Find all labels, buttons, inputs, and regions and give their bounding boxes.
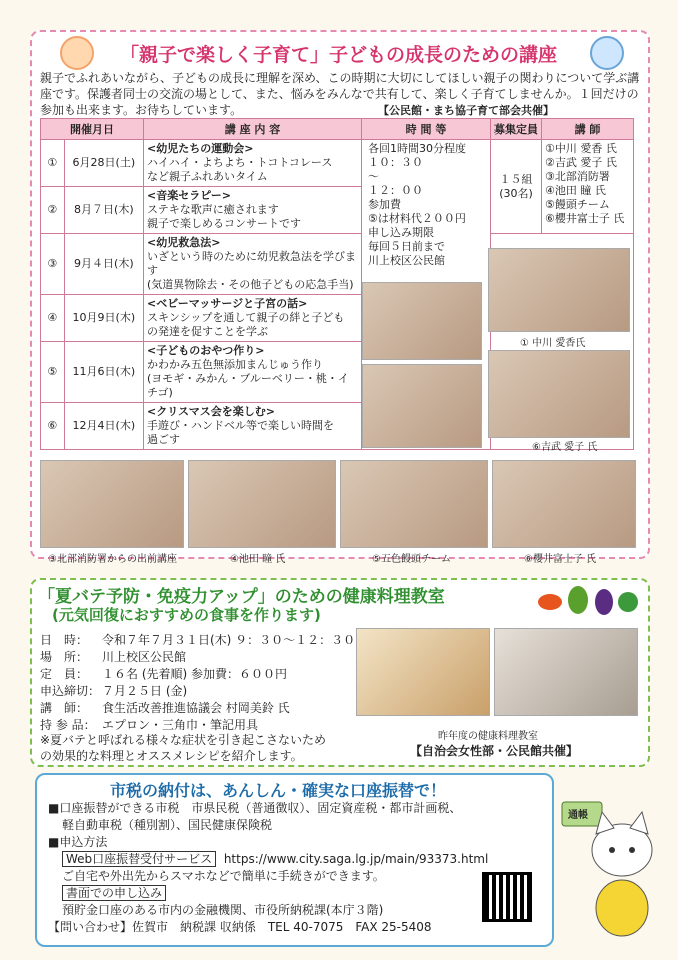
session-content xyxy=(144,295,362,342)
session-desc: スキンシップを通して親子の絆と子ども の発達を促すことを学ぶ xyxy=(147,311,345,338)
qr-code[interactable] xyxy=(482,872,532,922)
lecture-intro: 親子でふれあいながら、子どもの成長に理解を深め、この時期に大切にしてほしい親子の関わりについて学ぶ講座です。保護者同士の交流の場として、また、悩みをみんなで共有して、楽しく子育てしませんか。１回だけの参加も出来ます。お待ちしています。 xyxy=(40,71,640,117)
baby-icon xyxy=(60,36,94,70)
session-date: 9月４日(木) xyxy=(64,234,143,295)
session-desc: ハイハイ・よちよち・トコトコレース など親子ふれあいタイム xyxy=(147,156,333,183)
session-date: 10月9日(木) xyxy=(64,295,143,342)
session-date: 11月6日(木) xyxy=(64,342,143,403)
cooking-subtitle: (元気回復におすすめの食事を作ります) xyxy=(52,606,321,624)
session-date: 8月７日(木) xyxy=(64,187,143,234)
session-title: <クリスマス会を楽しむ> xyxy=(147,405,275,418)
fire-dept-photo xyxy=(40,460,184,548)
vegetables-icon xyxy=(530,580,640,620)
tax-title: 市税の納付は、あんしん・確実な口座振替で！ xyxy=(110,781,447,800)
instructor-list: ①中川 愛香 氏 ②吉武 愛子 氏 ③北部消防署 ④池田 瞳 氏 ⑤饅頭チーム ⑥櫻井富士子 氏 xyxy=(542,140,634,234)
cooking-note: ※夏バテと呼ばれる様々な症状を引き起こさないため の効果的な料理とオススメレシピを紹介します。 xyxy=(40,733,327,763)
time-info: 各回1時間30分程度 １０：３０ 〜 １２：００ 参加費 ⑤は材料代２００円 申し込み期限 毎回５日前まで 川上校区公民館 xyxy=(362,140,491,450)
session-desc: いざという時のために幼児救急法を学びます (気道異物除去・その他子どもの応急手当) xyxy=(147,250,356,291)
info-value: 食生活改善推進協議会 村岡美鈴 氏 xyxy=(102,701,290,715)
tax-line: ■口座振替ができる市税 市県民税（普通徴収）、固定資産税・都市計画税、 xyxy=(48,801,462,815)
session-content xyxy=(144,140,362,187)
sakurai-photo xyxy=(492,460,636,548)
caption: ⑥吉武 愛子 氏 xyxy=(532,442,598,453)
session-desc: 手遊び・ハンドベル等で楽しい時間を 過ごす xyxy=(147,419,334,446)
cooking-info xyxy=(40,632,355,734)
info-label: 場 所： xyxy=(40,650,89,664)
session-title: <幼児たちの運動会> xyxy=(147,142,254,155)
caption: ③北部消防署からの出前講座 xyxy=(48,554,177,565)
session-content xyxy=(144,187,362,234)
session-num: ⑤ xyxy=(41,342,65,403)
photo-caption: 昨年度の健康料理教室 xyxy=(438,731,538,742)
tax-line: 軽自動車税（種別割）、国民健康保険税 xyxy=(62,818,273,832)
tax-line: 預貯金口座のある市内の金融機関、市役所納税課(本庁３階) xyxy=(62,903,384,917)
session-content xyxy=(144,342,362,403)
header-content: 講 座 内 容 xyxy=(144,119,362,140)
info-label: 日 時： xyxy=(40,633,89,647)
session-title: <ベビーマッサージと子宮の話> xyxy=(147,297,308,310)
nakagawa-photo xyxy=(488,248,630,332)
baby-icon xyxy=(590,36,624,70)
lecture-credit: 【公民館・まち協子育て部会共催】 xyxy=(378,104,554,117)
lecture-title: 「親子で楽しく子育て」子どもの成長のための講座 xyxy=(120,44,558,66)
caption: ⑥櫻井富士子 氏 xyxy=(524,554,597,565)
yoshitake-photo xyxy=(488,350,630,438)
info-row xyxy=(40,666,355,683)
info-label: 定 員： xyxy=(40,667,89,681)
cooking-title: 「夏バテ予防・免疫力アップ」のための健康料理教室 xyxy=(38,587,445,607)
caption: ④池田 瞳 氏 xyxy=(230,554,286,565)
session-content xyxy=(144,403,362,450)
caption: ⑤五色饅頭チーム xyxy=(372,554,451,565)
tax-url-link[interactable]: https://www.city.saga.lg.jp/main/93373.html xyxy=(223,852,489,866)
header-instructor: 講 師 xyxy=(542,119,634,140)
capacity: １５組 (30名) xyxy=(491,140,542,234)
ikeda-photo xyxy=(188,460,336,548)
session-desc: かわかみ五色無添加まんじゅう作り (ヨモギ・みかん・ブルーベリー・桃・イチゴ) xyxy=(147,358,349,399)
info-value: エプロン・三角巾・筆記用具 xyxy=(102,718,259,732)
session-num: ④ xyxy=(41,295,65,342)
tax-body xyxy=(48,800,488,936)
session-date: 6月28日(土) xyxy=(64,140,143,187)
paper-application-label: 書面での申し込み xyxy=(62,885,166,901)
session-num: ③ xyxy=(41,234,65,295)
passbook-sign-label: 通帳 xyxy=(568,810,588,821)
session-title: <音楽セラピー> xyxy=(147,189,231,202)
session-content xyxy=(144,234,362,295)
header-date: 開催月日 xyxy=(41,119,144,140)
massage-photo xyxy=(362,364,482,448)
table-header-row xyxy=(41,119,634,140)
header-time: 時 間 等 xyxy=(362,119,491,140)
info-row xyxy=(40,700,355,717)
session-title: <子どものおやつ作り> xyxy=(147,344,265,357)
info-label: 持 参 品： xyxy=(40,718,96,732)
web-application-label: Web口座振替受付サービス xyxy=(62,851,216,867)
session-num: ⑥ xyxy=(41,403,65,450)
kitchen-photo xyxy=(494,628,638,716)
session-date: 12月4日(木) xyxy=(64,403,143,450)
session-num: ① xyxy=(41,140,65,187)
info-label: 申込締切： xyxy=(40,684,101,698)
tax-line: ご自宅や外出先からスマホなどで簡単に手続きができます。 xyxy=(62,869,385,883)
session-desc: ステキな歌声に癒されます 親子で楽しめるコンサートです xyxy=(147,203,301,230)
tax-line: ■申込方法 xyxy=(48,835,108,849)
session-num: ② xyxy=(41,187,65,234)
info-value: １６名 (先着順) 参加費：６００円 xyxy=(102,667,287,681)
cooking-credit: 【自治会女性部・公民館共催】 xyxy=(410,744,579,758)
tax-contact: 【問い合わせ】佐賀市 納税課 収納係 TEL 40-7075 FAX 25-5408 xyxy=(48,920,432,934)
info-row xyxy=(40,649,355,666)
first-aid-photo xyxy=(362,282,482,360)
info-label: 講 師： xyxy=(40,701,89,715)
info-value: ７月２５日 (金) xyxy=(102,684,188,698)
info-value: 川上校区公民館 xyxy=(102,650,187,664)
info-row xyxy=(40,683,355,700)
header-capacity: 募集定員 xyxy=(491,119,542,140)
manju-team-photo xyxy=(340,460,488,548)
table-row xyxy=(41,140,634,187)
session-title: <幼児救急法> xyxy=(147,236,221,249)
caption: ① 中川 愛香氏 xyxy=(520,338,586,349)
info-value: 令和７年７月３１日(木) ９：３０〜１２：３０ xyxy=(102,633,356,647)
dishes-photo xyxy=(356,628,490,716)
info-row xyxy=(40,632,355,649)
